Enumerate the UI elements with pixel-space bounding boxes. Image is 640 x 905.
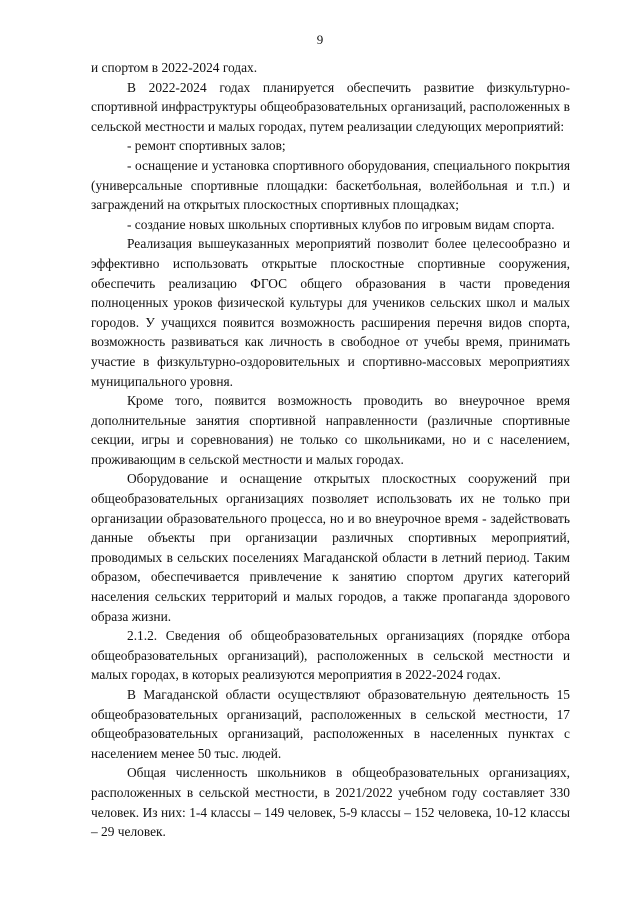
paragraph-student-count: Общая численность школьников в общеобразовательных организациях, расположенных в сельской местности, в 2021/2022 учебном году составляет 330 человек. Из них: 1-4 классы – 149 человек, 5-9 классы – 152 человека, 10-12 классы – 29 человек.: [91, 765, 570, 840]
list-item-gym-repair: - ремонт спортивных залов;: [127, 138, 286, 154]
paragraph-equipment-usage: Оборудование и оснащение открытых плоскостных сооружений при общеобразовательных организациях позволяет использовать их не только при организации образовательного процесса, но и во внеурочное время - задействовать данные объекты при организации различных спортивных мероприятий, проводимых в сельских поселениях Магаданской области в летний период. Таким образом, обеспечивается привлечение к занятию спортом других категорий населения сельских территорий и малых городов, а также пропаганда здорового образа жизни.: [91, 471, 570, 624]
list-item-sport-clubs: - создание новых школьных спортивных клубов по игровым видам спорта.: [127, 216, 555, 232]
list-item-equipment: - оснащение и установка спортивного оборудования, специального покрытия (универсальные спортивные площадки: баскетбольная, волейбольная и т.п.) и заграждений на открытых плоскостных спортивных площадках;: [91, 157, 570, 213]
paragraph-implementation: Реализация вышеуказанных мероприятий позволит более целесообразно и эффективно использовать открытые плоскостные спортивные сооружения, обеспечить реализацию ФГОС общего образования в части проведения полноценных уроков физической культуры для учеников сельских школ и малых городов. У учащихся появится возможность расширения перечня видов спорта, возможность развиваться как личность в свободное от учебы время, принимать участие в физкультурно-оздоровительных и спортивно-массовых мероприятиях муниципального уровня.: [91, 236, 570, 389]
document-body: [91, 58, 570, 842]
paragraph-plan-intro: В 2022-2024 годах планируется обеспечить развитие физкультурно-спортивной инфраструктуры общеобразовательных организаций, расположенных в сельской местности и малых городах, путем реализации следующих мероприятий:: [91, 79, 570, 134]
paragraph-organizations-count: В Магаданской области осуществляют образовательную деятельность 15 общеобразовательных организаций, расположенных в сельской местности, 17 общеобразовательных организаций, расположенных в населенных пунктах с населением менее 50 тыс. людей.: [91, 687, 570, 761]
paragraph-extracurricular: Кроме того, появится возможность проводить во внеурочное время дополнительные занятия спортивной направленности (различные спортивные секции, игры и соревнования) не только со школьниками, но и с населением, проживающим в сельской местности и малых городах.: [91, 393, 570, 467]
page-number: 9: [316, 32, 324, 47]
paragraph-continuation: и спортом в 2022-2024 годах.: [91, 60, 258, 75]
section-heading-2-1-2: 2.1.2. Сведения об общеобразовательных организациях (порядке отбора общеобразовательных организаций), расположенных в сельской местности и малых городах, в которых реализуются мероприятия в 2022-2024 годах.: [91, 628, 570, 683]
